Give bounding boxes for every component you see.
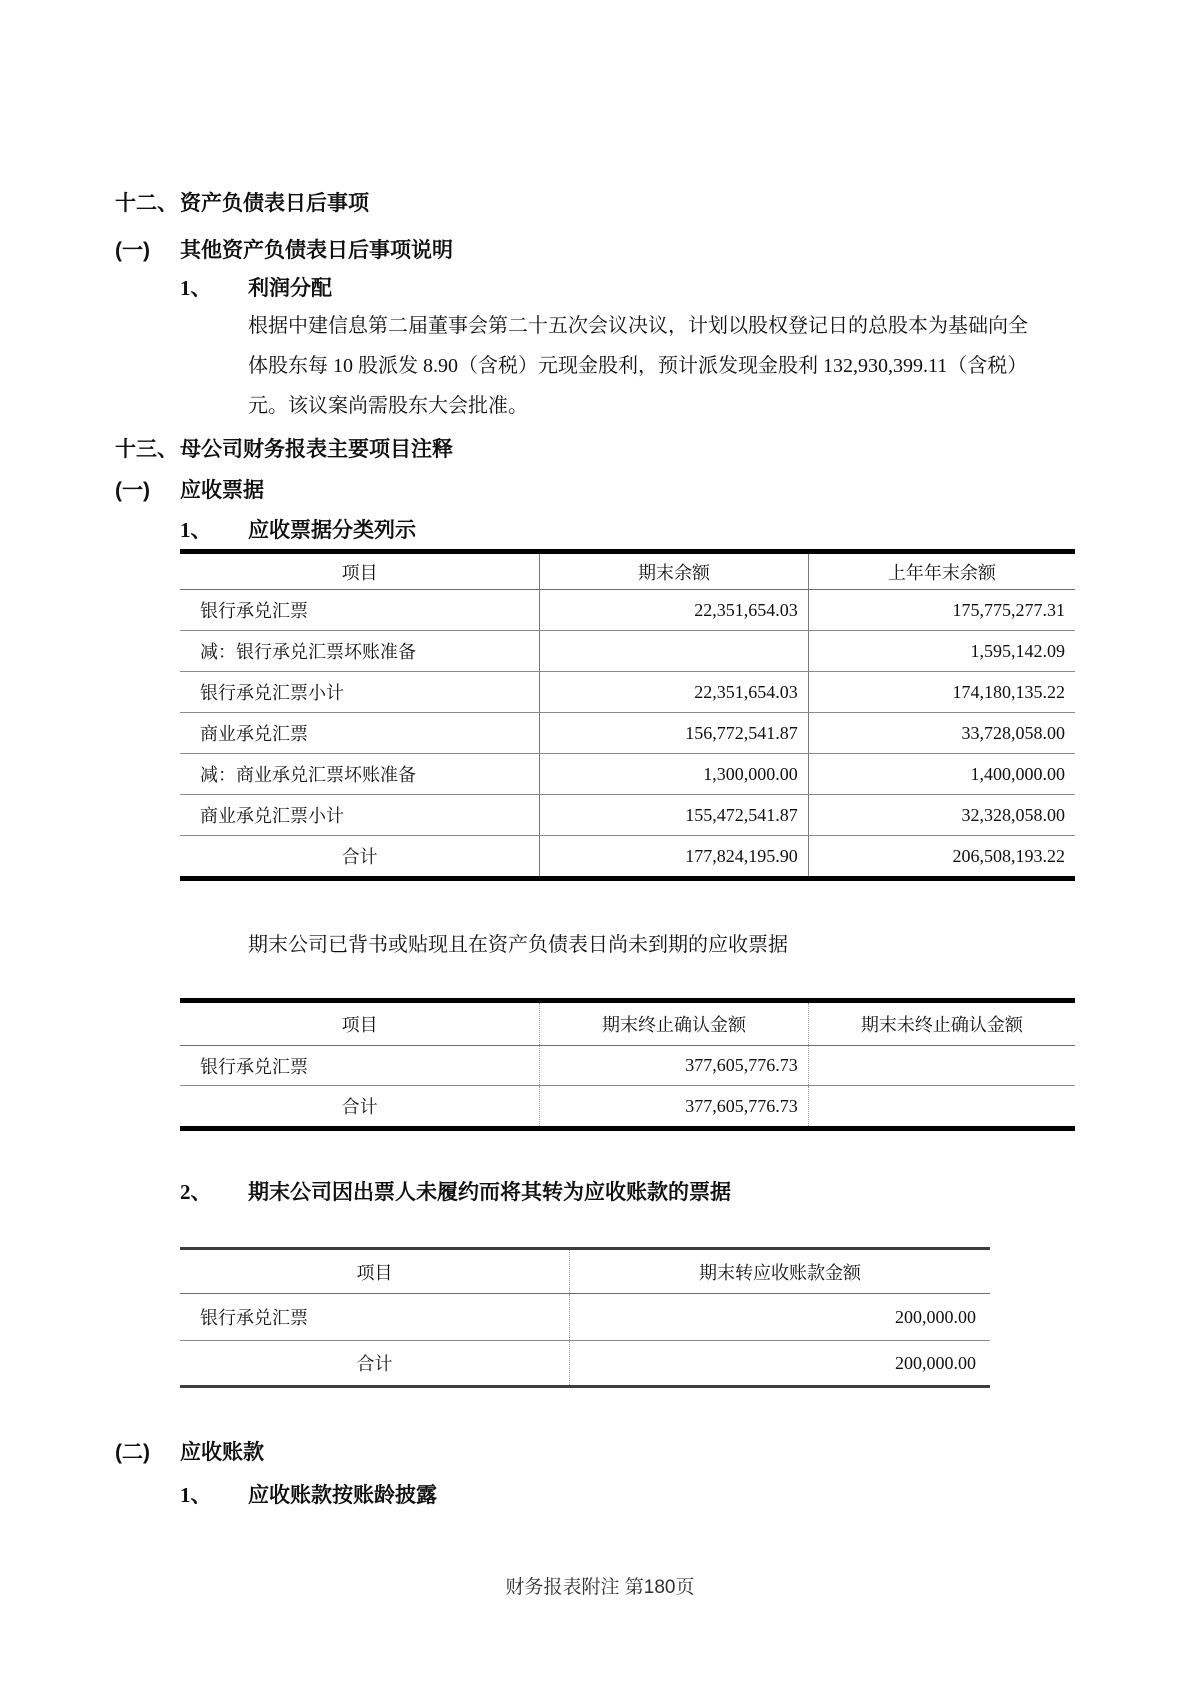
heading-title: 应收票据分类列示: [248, 519, 416, 542]
heading-title: 利润分配: [248, 277, 332, 300]
amount-cell: 22,351,654.03: [540, 590, 809, 631]
column-header-item: 项目: [180, 552, 540, 590]
row-label-cell: 商业承兑汇票小计: [180, 795, 540, 836]
amount-cell: 177,824,195.90: [540, 836, 809, 879]
page-footer: 财务报表附注 第180页: [505, 1577, 695, 1598]
amount-cell: 32,328,058.00: [808, 795, 1075, 836]
profit-distribution-paragraph: [248, 306, 1078, 426]
row-label-cell: 银行承兑汇票: [180, 1294, 570, 1341]
heading-number: (一): [115, 479, 150, 502]
amount-cell: 174,180,135.22: [808, 672, 1075, 713]
table-row: [180, 672, 1075, 713]
amount-cell: 200,000.00: [570, 1294, 990, 1341]
column-header-item: 项目: [180, 1001, 540, 1046]
amount-cell: 206,508,193.22: [808, 836, 1075, 879]
amount-cell: 1,400,000.00: [808, 754, 1075, 795]
amount-cell: 200,000.00: [570, 1341, 990, 1387]
heading-number: 1、: [180, 518, 212, 542]
amount-cell: 155,472,541.87: [540, 795, 809, 836]
table-total-row: [180, 836, 1075, 879]
total-label-cell: 合计: [341, 1097, 378, 1117]
heading-number: (一): [115, 239, 150, 262]
paragraph-line: 元。该议案尚需股东大会批准。: [248, 395, 528, 417]
amount-cell: [808, 1086, 1075, 1129]
transferred-notes-table: [180, 1247, 990, 1388]
notes-receivable-classification-table: [180, 549, 1075, 881]
section-heading-13: [115, 438, 453, 461]
section-heading-12-1: [115, 239, 453, 262]
amount-cell: 175,775,277.31: [808, 590, 1075, 631]
amount-cell: 377,605,776.73: [540, 1086, 809, 1129]
column-header-closing-balance: 期末余额: [540, 552, 809, 590]
paragraph-line: 根据中建信息第二届董事会第二十五次会议决议，计划以股权登记日的总股本为基础向全: [248, 315, 1028, 337]
table-header-row: [180, 1001, 1075, 1046]
heading-title: 应收账款: [180, 1441, 264, 1464]
table-row: [180, 590, 1075, 631]
section-heading-13-1: [115, 479, 264, 502]
table-row: [180, 795, 1075, 836]
column-header-transferred-amount: 期末转应收账款金额: [570, 1249, 990, 1294]
table-row: [180, 1294, 990, 1341]
section-heading-12-1-1: [180, 277, 332, 300]
endorsed-notes-caption: 期末公司已背书或贴现且在资产负债表日尚未到期的应收票据: [248, 934, 788, 956]
row-label-cell: 银行承兑汇票: [180, 590, 540, 631]
section-heading-12: [115, 192, 369, 215]
column-header-item: 项目: [180, 1249, 570, 1294]
heading-title: 期末公司因出票人未履约而将其转为应收账款的票据: [248, 1181, 731, 1204]
table-total-row: [180, 1341, 990, 1387]
amount-cell: 1,595,142.09: [808, 631, 1075, 672]
total-label-cell: 合计: [341, 847, 378, 867]
amount-cell: 156,772,541.87: [540, 713, 809, 754]
heading-number: 十三、: [115, 438, 178, 461]
column-header-prior-year-balance: 上年年末余额: [808, 552, 1075, 590]
amount-cell: [808, 1046, 1075, 1086]
heading-number: 1、: [180, 1483, 212, 1507]
table-row: [180, 1046, 1075, 1086]
endorsed-notes-table: [180, 998, 1075, 1131]
heading-title: 其他资产负债表日后事项说明: [180, 239, 453, 262]
section-heading-13-2-1: [180, 1484, 437, 1507]
amount-cell: [540, 631, 809, 672]
row-label-cell: 减：商业承兑汇票坏账准备: [180, 754, 540, 795]
amount-cell: 22,351,654.03: [540, 672, 809, 713]
table-header-row: [180, 552, 1075, 590]
heading-title: 资产负债表日后事项: [180, 192, 369, 215]
heading-number: 2、: [180, 1180, 212, 1204]
heading-title: 母公司财务报表主要项目注释: [180, 438, 453, 461]
table-header-row: [180, 1249, 990, 1294]
heading-title: 应收账款按账龄披露: [248, 1484, 437, 1507]
paragraph-line: 体股东每 10 股派发 8.90（含税）元现金股利，预计派发现金股利 132,930,399.11（含税）: [248, 355, 1028, 377]
column-header-derecognized: 期末终止确认金额: [540, 1001, 809, 1046]
table-row: [180, 713, 1075, 754]
column-header-not-derecognized: 期末未终止确认金额: [808, 1001, 1075, 1046]
heading-number: 1、: [180, 276, 212, 300]
heading-number: (二): [115, 1441, 150, 1464]
section-heading-13-1-2: [180, 1181, 731, 1204]
amount-cell: 33,728,058.00: [808, 713, 1075, 754]
total-label-cell: 合计: [356, 1354, 393, 1374]
heading-number: 十二、: [115, 192, 178, 215]
section-heading-13-1-1: [180, 519, 416, 542]
amount-cell: 377,605,776.73: [540, 1046, 809, 1086]
table-total-row: [180, 1086, 1075, 1129]
heading-title: 应收票据: [180, 479, 264, 502]
row-label-cell: 银行承兑汇票: [180, 1046, 540, 1086]
section-heading-13-2: [115, 1441, 264, 1464]
table-row: [180, 631, 1075, 672]
amount-cell: 1,300,000.00: [540, 754, 809, 795]
row-label-cell: 商业承兑汇票: [180, 713, 540, 754]
row-label-cell: 银行承兑汇票小计: [180, 672, 540, 713]
table-row: [180, 754, 1075, 795]
row-label-cell: 减：银行承兑汇票坏账准备: [180, 631, 540, 672]
